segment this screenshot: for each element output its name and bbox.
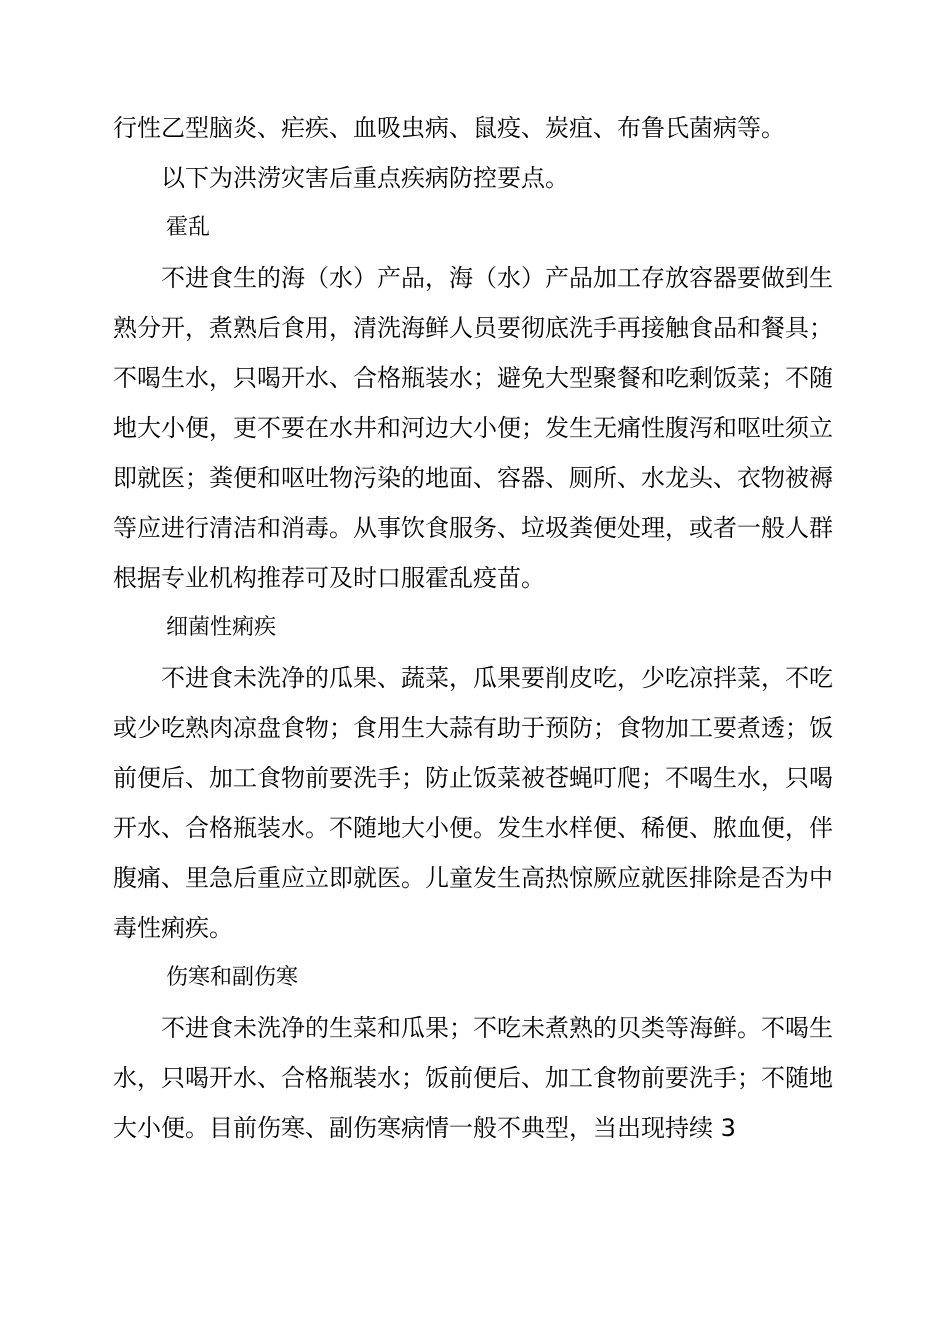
paragraph-dysentery: 不进食未洗净的瓜果、蔬菜，瓜果要削皮吃，少吃凉拌菜，不吃或少吃熟肉凉盘食物；食用生大蒜有助于预防；食物加工要煮透；饭前便后、加工食物前要洗手；防止饭菜被苍蝇叮爬；不喝生水，只喝开水、合格瓶装水。不随地大小便。发生水样便、稀便、脓血便，伴腹痛、里急后重应立即就医。儿童发生高热惊厥应就医排除是否为中毒性痢疾。 <box>113 664 833 942</box>
section-heading-dysentery: 细菌性痢疾 <box>166 615 277 640</box>
document-body <box>113 103 833 1153</box>
section-heading-typhoid: 伤寒和副伤寒 <box>166 965 299 990</box>
paragraph-continuation: 行性乙型脑炎、疟疾、血吸虫病、鼠疫、炭疽、布鲁氏菌病等。 <box>113 114 785 142</box>
paragraph-cholera: 不进食生的海（水）产品，海（水）产品加工存放容器要做到生熟分开，煮熟后食用，清洗海鲜人员要彻底洗手再接触食品和餐具；不喝生水，只喝开水、合格瓶装水；避免大型聚餐和吃剩饭菜；不随地大小便，更不要在水井和河边大小便；发生无痛性腹泻和呕吐须立即就医；粪便和呕吐物污染的地面、容器、厕所、水龙头、衣物被褥等应进行清洁和消毒。从事饮食服务、垃圾粪便处理，或者一般人群根据专业机构推荐可及时口服霍乱疫苗。 <box>113 264 833 592</box>
section-heading-cholera: 霍乱 <box>166 215 211 240</box>
paragraph-intro: 以下为洪涝灾害后重点疾病防控要点。 <box>161 164 569 192</box>
paragraph-typhoid: 不进食未洗净的生菜和瓜果；不吃未煮熟的贝类等海鲜。不喝生水，只喝开水、合格瓶装水；饭前便后、加工食物前要洗手；不随地大小便。目前伤寒、副伤寒病情一般不典型，当出现持续 3 <box>113 1014 833 1142</box>
